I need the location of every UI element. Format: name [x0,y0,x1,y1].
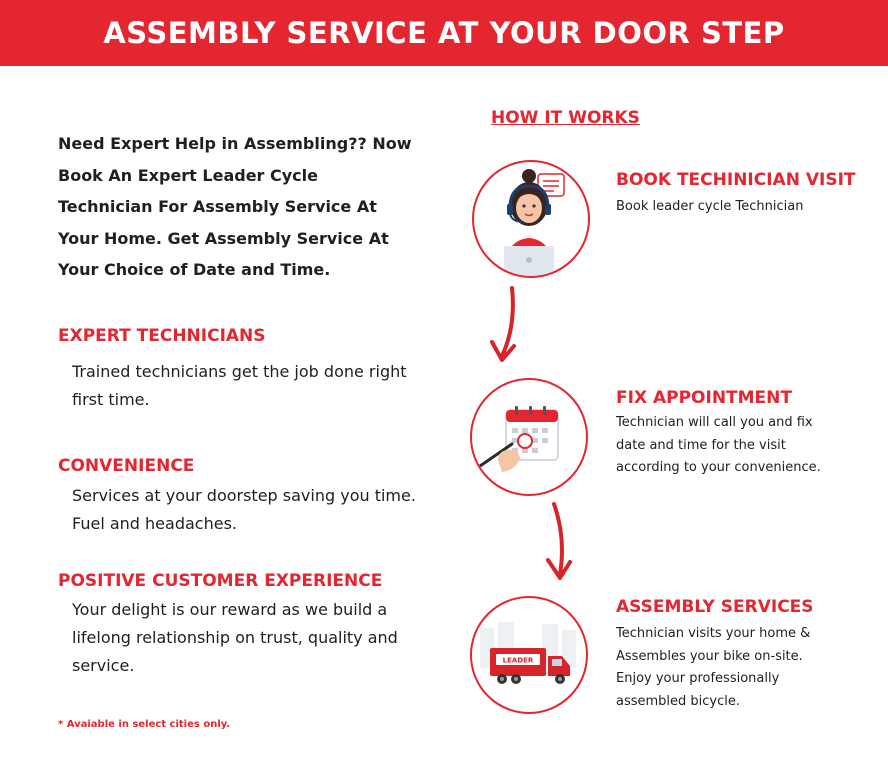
truck-logo-text: LEADER [502,656,534,665]
step-assembly-desc: Technician visits your home & Assembles your bike on-site. Enjoy your professionally assembled bicycle. [616,626,811,709]
intro-text: Need Expert Help in Assembling?? Now Book An Expert Leader Cycle Technician For Assembly Service At Your Home. Get Assembly Service At Your Choice of Date and Time. [58,134,412,279]
step-fix-title: FIX APPOINTMENT [616,388,792,408]
footnote: * Avaiable in select cities only. [58,719,231,730]
feature-title-expert: EXPERT TECHNICIANS [58,326,266,346]
feature-body-customer-experience: Your delight is our reward as we build a lifelong relationship on trust, quality and service. [72,600,398,675]
page-title: ASSEMBLY SERVICE AT YOUR DOOR STEP [103,16,785,50]
arrow-down-icon [486,286,522,366]
how-it-works-heading: HOW IT WORKS [491,108,640,128]
feature-body-convenience: Services at your doorstep saving you time. Fuel and headaches. [72,486,416,533]
arrow-down-icon [542,502,578,582]
step-book-title: BOOK TECHINICIAN VISIT [616,170,856,190]
step-fix-desc: Technician will call you and fix date and time for the visit according to your convenience. [616,415,821,475]
header-banner [0,0,888,66]
calendar-icon [470,378,588,496]
feature-title-convenience: CONVENIENCE [58,456,195,476]
feature-title-customer-experience: POSITIVE CUSTOMER EXPERIENCE [58,571,383,591]
step-book-desc: Book leader cycle Technician [616,199,804,214]
delivery-truck-icon [470,596,588,714]
step-assembly-title: ASSEMBLY SERVICES [616,597,814,617]
support-agent-icon [472,160,590,278]
feature-body-expert: Trained technicians get the job done right first time. [72,362,407,409]
